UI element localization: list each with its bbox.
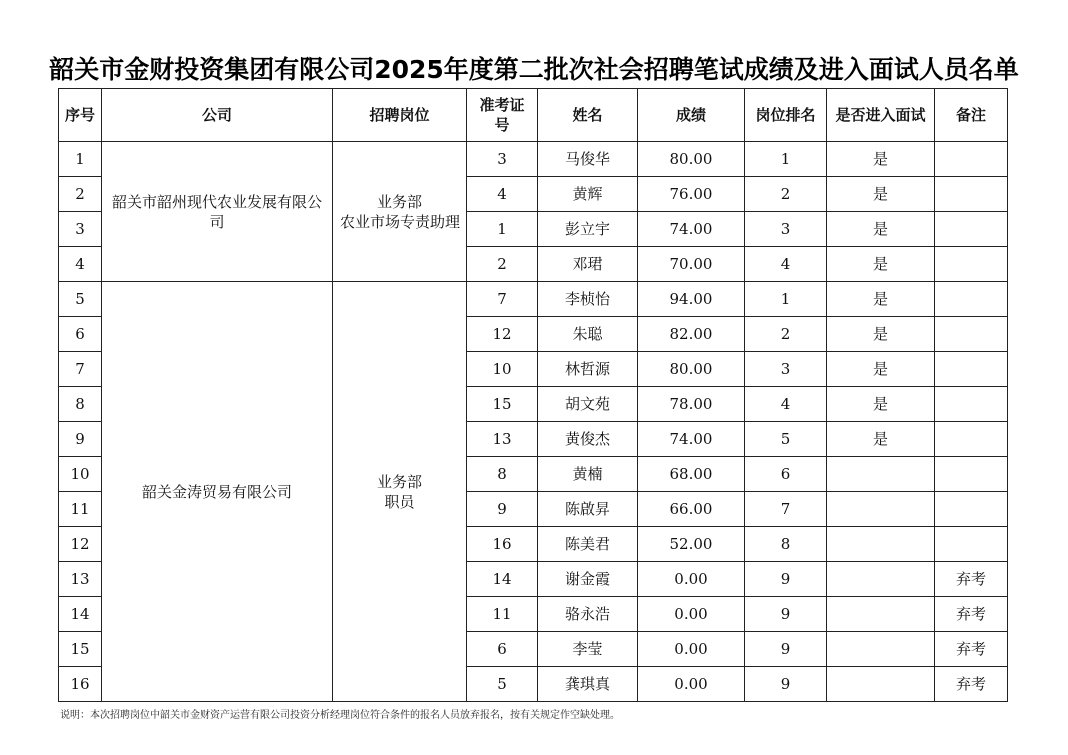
results-table: [58, 88, 1008, 702]
cell-name: 林哲源: [538, 352, 638, 387]
cell-remark: 弃考: [935, 632, 1008, 667]
cell-interview: [827, 667, 935, 702]
cell-score: 78.00: [638, 387, 745, 422]
cell-rank: 9: [745, 562, 827, 597]
cell-exam-no: 4: [467, 177, 538, 212]
header-position: 招聘岗位: [333, 89, 467, 142]
cell-position: [333, 142, 467, 282]
cell-rank: 7: [745, 492, 827, 527]
cell-score: 68.00: [638, 457, 745, 492]
cell-name: 胡文苑: [538, 387, 638, 422]
cell-rank: 6: [745, 457, 827, 492]
header-interview: 是否进入面试: [827, 89, 935, 142]
cell-interview: 是: [827, 352, 935, 387]
cell-exam-no: 2: [467, 247, 538, 282]
cell-remark: 弃考: [935, 667, 1008, 702]
header-remark: 备注: [935, 89, 1008, 142]
cell-score: 82.00: [638, 317, 745, 352]
cell-remark: [935, 352, 1008, 387]
cell-seq: 2: [59, 177, 102, 212]
cell-company: 韶关金涛贸易有限公司: [102, 282, 333, 702]
header-row: [59, 89, 1008, 142]
cell-remark: [935, 247, 1008, 282]
cell-exam-no: 8: [467, 457, 538, 492]
cell-interview: 是: [827, 387, 935, 422]
cell-remark: [935, 282, 1008, 317]
cell-interview: 是: [827, 282, 935, 317]
header-name: 姓名: [538, 89, 638, 142]
cell-remark: [935, 142, 1008, 177]
cell-exam-no: 13: [467, 422, 538, 457]
cell-score: 0.00: [638, 597, 745, 632]
cell-seq: 8: [59, 387, 102, 422]
cell-rank: 2: [745, 177, 827, 212]
cell-name: 彭立宇: [538, 212, 638, 247]
cell-seq: 5: [59, 282, 102, 317]
cell-name: 龚琪真: [538, 667, 638, 702]
cell-interview: [827, 632, 935, 667]
cell-name: 李莹: [538, 632, 638, 667]
cell-name: 李桢怡: [538, 282, 638, 317]
cell-interview: [827, 597, 935, 632]
cell-seq: 6: [59, 317, 102, 352]
cell-remark: [935, 387, 1008, 422]
cell-company: [102, 142, 333, 282]
cell-exam-no: 14: [467, 562, 538, 597]
cell-score: 66.00: [638, 492, 745, 527]
cell-rank: 9: [745, 667, 827, 702]
cell-exam-no: 3: [467, 142, 538, 177]
cell-seq: 7: [59, 352, 102, 387]
position-dept: 业务部: [376, 472, 422, 491]
header-exam-no: [467, 89, 538, 142]
header-company: 公司: [102, 89, 333, 142]
cell-score: 52.00: [638, 527, 745, 562]
cell-score: 0.00: [638, 562, 745, 597]
cell-rank: 4: [745, 247, 827, 282]
cell-rank: 9: [745, 597, 827, 632]
cell-interview: 是: [827, 422, 935, 457]
cell-rank: 3: [745, 212, 827, 247]
cell-score: 0.00: [638, 667, 745, 702]
cell-interview: 是: [827, 317, 935, 352]
header-exam-no-label: 准考证号: [479, 96, 525, 134]
cell-remark: [935, 457, 1008, 492]
cell-exam-no: 6: [467, 632, 538, 667]
footnote: 说明：本次招聘岗位中韶关市金财资产运营有限公司投资分析经理岗位符合条件的报名人员放弃报名，按有关规定作空缺处理。: [60, 710, 620, 721]
header-rank: 岗位排名: [745, 89, 827, 142]
cell-interview: 是: [827, 177, 935, 212]
header-score: 成绩: [638, 89, 745, 142]
cell-score: 70.00: [638, 247, 745, 282]
cell-name: 黄俊杰: [538, 422, 638, 457]
cell-score: 74.00: [638, 212, 745, 247]
cell-exam-no: 5: [467, 667, 538, 702]
cell-exam-no: 11: [467, 597, 538, 632]
cell-remark: 弃考: [935, 597, 1008, 632]
cell-rank: 8: [745, 527, 827, 562]
cell-seq: 15: [59, 632, 102, 667]
cell-score: 94.00: [638, 282, 745, 317]
cell-score: 80.00: [638, 142, 745, 177]
cell-score: 74.00: [638, 422, 745, 457]
cell-interview: [827, 492, 935, 527]
cell-name: 邓珺: [538, 247, 638, 282]
cell-name: 黄辉: [538, 177, 638, 212]
cell-remark: [935, 422, 1008, 457]
cell-name: 陈美君: [538, 527, 638, 562]
cell-seq: 12: [59, 527, 102, 562]
cell-position: [333, 282, 467, 702]
cell-seq: 10: [59, 457, 102, 492]
cell-seq: 9: [59, 422, 102, 457]
cell-rank: 5: [745, 422, 827, 457]
cell-interview: [827, 562, 935, 597]
document-title: 韶关市金财投资集团有限公司2025年度第二批次社会招聘笔试成绩及进入面试人员名单: [49, 55, 1019, 84]
cell-interview: 是: [827, 212, 935, 247]
cell-seq: 4: [59, 247, 102, 282]
cell-remark: [935, 527, 1008, 562]
cell-interview: [827, 457, 935, 492]
cell-seq: 16: [59, 667, 102, 702]
cell-name: 黄楠: [538, 457, 638, 492]
position-dept: 业务部: [376, 192, 422, 211]
cell-rank: 1: [745, 282, 827, 317]
table-row: [59, 142, 1008, 177]
cell-name: 骆永浩: [538, 597, 638, 632]
cell-seq: 14: [59, 597, 102, 632]
cell-rank: 3: [745, 352, 827, 387]
cell-remark: [935, 177, 1008, 212]
cell-remark: [935, 212, 1008, 247]
company-name: 韶关市韶州现代农业发展有限公司: [111, 192, 322, 231]
cell-rank: 9: [745, 632, 827, 667]
cell-seq: 3: [59, 212, 102, 247]
cell-seq: 11: [59, 492, 102, 527]
position-title: 农业市场专责助理: [339, 212, 460, 231]
cell-name: 陈啟昇: [538, 492, 638, 527]
cell-exam-no: 1: [467, 212, 538, 247]
cell-name: 马俊华: [538, 142, 638, 177]
cell-remark: [935, 317, 1008, 352]
cell-rank: 1: [745, 142, 827, 177]
cell-exam-no: 15: [467, 387, 538, 422]
cell-interview: [827, 527, 935, 562]
cell-interview: 是: [827, 142, 935, 177]
cell-exam-no: 12: [467, 317, 538, 352]
cell-score: 80.00: [638, 352, 745, 387]
cell-name: 朱聪: [538, 317, 638, 352]
cell-exam-no: 9: [467, 492, 538, 527]
cell-rank: 2: [745, 317, 827, 352]
cell-remark: 弃考: [935, 562, 1008, 597]
cell-seq: 13: [59, 562, 102, 597]
cell-remark: [935, 492, 1008, 527]
table-row: [59, 282, 1008, 317]
header-seq: 序号: [59, 89, 102, 142]
cell-seq: 1: [59, 142, 102, 177]
cell-score: 76.00: [638, 177, 745, 212]
cell-rank: 4: [745, 387, 827, 422]
cell-score: 0.00: [638, 632, 745, 667]
cell-exam-no: 16: [467, 527, 538, 562]
position-title: 职员: [384, 492, 415, 511]
cell-name: 谢金霞: [538, 562, 638, 597]
cell-exam-no: 10: [467, 352, 538, 387]
cell-exam-no: 7: [467, 282, 538, 317]
cell-interview: 是: [827, 247, 935, 282]
